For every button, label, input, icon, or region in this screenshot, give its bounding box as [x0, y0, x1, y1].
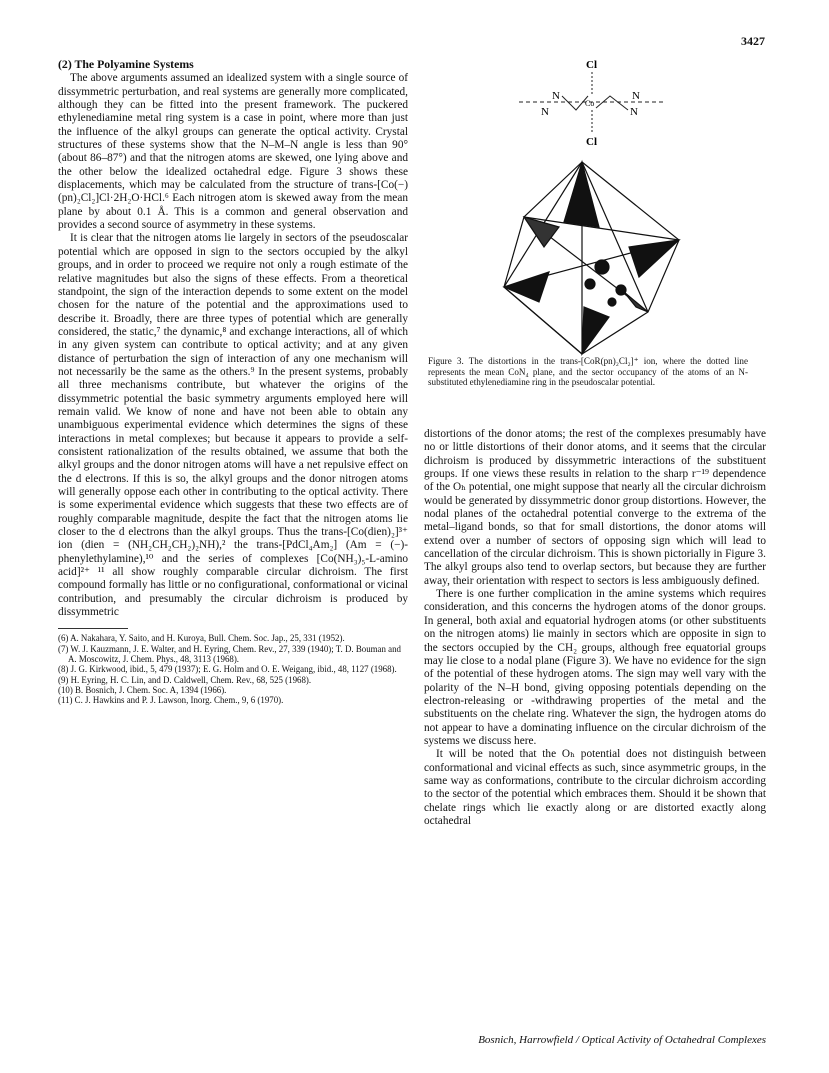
ring-bond-right [596, 96, 628, 110]
co-label: Co [585, 99, 595, 108]
body-paragraph: It will be noted that the Oₕ potential does not distinguish between conformational and vicinal effects as such, since asymmetric groups, in the same way as conformations, contribute to the circular dichroism according to the sector of the potential which embraces them. Should it be shown that chelate rings which lie exactly along or are distorted exactly along octahedral [424, 748, 766, 827]
figure-caption: Figure 3. The distortions in the trans-[CoR(pn)₂Cl₂]⁺ ion, where the dotted line represents the mean CoN₄ plane, and the sector occupancy of the atoms of an N-substituted ethylenediamine ring in the pseudoscalar potential. [428, 356, 748, 388]
octahedron-edge [504, 287, 582, 354]
page-number: 3427 [741, 34, 765, 48]
footnote: (6) A. Nakahara, Y. Saito, and H. Kuroya, Bull. Chem. Soc. Jap., 25, 331 (1952). [58, 633, 345, 644]
cl-top-label: Cl [586, 59, 597, 71]
body-paragraph: It is clear that the nitrogen atoms lie largely in sectors of the pseudoscalar potential which are opposed in sign to the sectors occupied by the alkyl groups, and in order to proceed we require not only a rough estimate of the relative magnitudes but also the signs of these effects. From a theoretical standpoint, the sign of the interaction depends to some extent on the model chosen for the nature of the potential and the approximations used to describe it. Broadly, there are three types of potential which are generally considered, the static,⁷ the dynamic,⁸ and exchange interactions, all of which in any given system can contribute to optical activity; and at any given distance of perturbation the sign of interaction of any one mechanism will not necessarily be the same as the others.⁹ In the present systems, probably all three mechanisms contribute, but whatever the origins of the dissymmetric potential the basic symmetry arguments employed here will remain valid. We know of none and have not been able to obtain any unambiguous experimental evidence which determines the signs of these interactions in metal complexes; but because it appears to provide a self-consistent rationalization of the results obtained, we assume that both the alkyl groups and the donor nitrogen atoms will have a net repulsive effect on the d electrons. If this is so, the alkyl groups and the donor nitrogen atoms will generally oppose each other in contributing to the optical activity. There is some experimental evidence which suggests that these two effects are of roughly comparable magnitude, despite the fact that the nitrogen atoms lie closer to the d electrons than the alkyl groups. Thus the trans-[Co(dien)₂]³⁺ ion (dien = (NH₂CH₂CH₂)₂NH),² the trans-[PdCl₄Am₂] (Am = (−)-phenylethylamine),¹⁰ and the series of complexes [Co(NH₃)₅-L-amino acid]²⁺ ¹¹ all show roughly comparable circular dichroism. The first compound formally has little or no configurational, conformational or vicinal contribution, and presumably the circular dichroism is produced by dissymmetric [58, 232, 408, 619]
footnote: (8) J. G. Kirkwood, ibid., 5, 479 (1937); E. G. Holm and O. E. Weigang, ibid., 48, 1127 (1968). [58, 664, 397, 675]
octahedron-edge [582, 162, 648, 312]
shaded-sector [582, 307, 609, 354]
coordination-schematic [519, 59, 664, 148]
footnote: (7) W. J. Kauzmann, J. E. Walter, and H. Eyring, Chem. Rev., 27, 339 (1940); T. D. Bouman and A. Moscowitz, J. Chem. Phys., 48, 3113 (1968). [58, 643, 401, 665]
octahedron-diagram [504, 162, 679, 354]
nitrogen-atom [585, 279, 595, 289]
shaded-sector [624, 292, 648, 312]
footnote: (9) H. Eyring, H. C. Lin, and D. Caldwell, Chem. Rev., 68, 525 (1968). [58, 674, 312, 685]
carbon-atom [608, 298, 616, 306]
left-column [58, 58, 408, 706]
footnotes [58, 633, 408, 705]
footnote-rule [58, 628, 128, 629]
right-column [424, 428, 766, 828]
section-heading: (2) The Polyamine Systems [58, 57, 194, 71]
cl-bottom-label: Cl [586, 136, 597, 148]
body-paragraph: The above arguments assumed an idealized system with a single source of dissymmetric perturbation, and real systems are generally more complicated, although they can be fitted into the present framework. The puckered ethylenediamine metal ring system is a case in point, where more than just the influence of the alkyl groups can generate the optical activity. Crystal structures of these systems show that the N–M–N angle is less than 90° (about 86–87°) and that the nitrogen atoms are skewed, one lying above and the other below the idealized octahedral edge. Figure 3 shows these displacements, which may be calculated from the structure of trans-[Co(−)(pn)₂Cl₂]Cl·2H₂O·HCl.⁶ Each nitrogen atom is skewed away from the mean plane by about 0.1 Å. This is a common and general observation and provides a second source of asymmetry in these systems. [58, 72, 408, 232]
footnote: (10) B. Bosnich, J. Chem. Soc. A, 1394 (1966). [58, 684, 227, 695]
body-paragraph: There is one further complication in the amine systems which requires consideration, and this concerns the hydrogen atoms of the donor groups. In general, both axial and equatorial hydrogen atoms (or other substituents on the nitrogen atoms) lie mainly in sectors which are opposite in sign to the sectors occupied by the CH₂ groups, although free equatorial groups may lie close to a nodal plane (Figure 3). We have no evidence for the sign of the potential of these hydrogen atoms. The sign may well vary with the polarity of the N–H bond, giving opposing potentials depending on the electron-releasing or -withdrawing properties of the metal and the substituents on the chelate ring. Whatever the sign, the hydrogen atoms do not appear to have a dominating influence on the circular dichroism of the systems we discuss here. [424, 588, 766, 747]
n-label-upper-right: N [632, 90, 640, 102]
carbon-atom [616, 285, 626, 295]
n-label-upper-left: N [552, 90, 560, 102]
footnote: (11) C. J. Hawkins and P. J. Lawson, Inorg. Chem., 9, 6 (1970). [58, 695, 284, 706]
n-label-lower-left: N [541, 106, 549, 118]
n-label-lower-right: N [630, 106, 638, 118]
nitrogen-atom [595, 260, 609, 274]
running-footer: Bosnich, Harrowfield / Optical Activity of Octahedral Complexes [478, 1034, 766, 1046]
figure-3 [424, 52, 766, 362]
body-paragraph: distortions of the donor atoms; the rest of the complexes presumably have no or little distortions of their donor atoms, and it seems that the circular dichroism is produced by dissymmetric interactions of the substituent groups. If one views these results in relation to the sharp r⁻¹⁹ dependence of the Oₕ potential, one might suppose that nearly all the circular dichroism would be generated by dissymmetric donor group distortions. However, the nodal planes of the octahedral potential converge to the extrema of the metal–ligand bonds, so that for small distortions, the donor atoms will extend over a number of sectors of opposing sign which will lead to cancellation of the circular dichroism. This is shown pictorially in Figure 3. The alkyl groups also tend to overlap sectors, but because they are further away, their orientation with respect to sectors is less ambiguously defined. [424, 428, 766, 587]
